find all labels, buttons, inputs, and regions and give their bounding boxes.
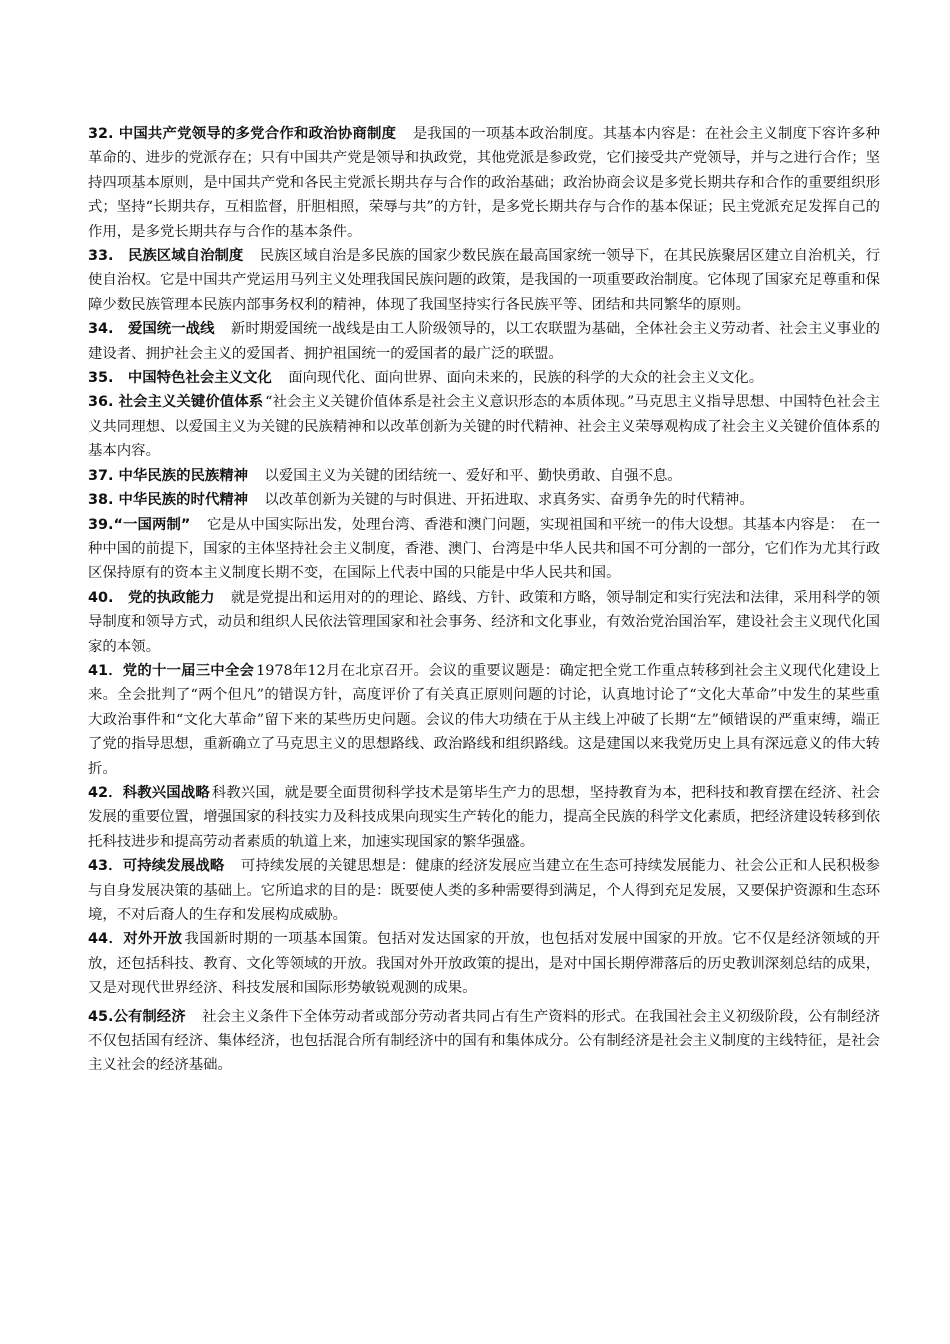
entry-text: 它是从中国实际出发，处理台湾、香港和澳门问题，实现祖国和平统一的伟大设想。其基本内容是： 在一种中国的前提下，国家的主体坚持社会主义制度，香港、澳门、台湾是中华人民共和国不可分割的一部分，它们作为尤其行政区保持原有的资本主义制度长期不变，在国际上代表中国的只能是中华人民共和国。 bbox=[88, 516, 880, 582]
entry-term: 35. 中国特色社会主义文化 bbox=[88, 370, 272, 387]
entry-45 bbox=[88, 1005, 880, 1078]
entry-text: “社会主义关键价值体系是社会主义意识形态的本质体现。”马克思主义指导思想、中国特色社会主义共同理想、以爱国主义为关键的民族精神和以改革创新为关键的时代精神、社会主义荣辱观构成了社会主义关键价值体系的基本内容。 bbox=[88, 394, 880, 460]
entry-text: 我国新时期的一项基本国策。包括对发达国家的开放，也包括对发展中国家的开放。它不仅是经济领域的开放，还包括科技、教育、文化等领域的开放。我国对外开放政策的提出，是对中国长期停滞落后的历史教训深刻总结的成果，又是对现代世界经济、科技发展和国际形势敏锐观测的成果。 bbox=[88, 931, 880, 997]
entry-text: 新时期爱国统一战线是由工人阶级领导的，以工农联盟为基础，全体社会主义劳动者、社会主义事业的建设者、拥护社会主义的爱国者、拥护祖国统一的爱国者的最广泛的联盟。 bbox=[88, 321, 880, 362]
entry-text: 是我国的一项基本政治制度。其基本内容是：在社会主义制度下容许多种革命的、进步的党派存在；只有中国共产党是领导和执政党，其他党派是参政党，它们接受共产党领导，并与之进行合作；坚持四项基本原则，是中国共产党和各民主党派长期共存与合作的政治基础；政治协商会议是多党长期共存和合作的重要组织形式；坚持“长期共存，互相监督，肝胆相照，荣辱与共”的方针，是多党长期共存与合作的基本保证；民主党派充足发挥自己的作用，是多党长期共存与合作的基本条件。 bbox=[88, 126, 880, 240]
entry-term: 38. 中华民族的时代精神 bbox=[88, 492, 249, 509]
entry-term: 44．对外开放 bbox=[88, 931, 183, 948]
entry-term: 39.“一国两制” bbox=[88, 516, 191, 533]
entry-42 bbox=[88, 781, 880, 854]
entry-text: 以爱国主义为关键的团结统一、爱好和平、勤快勇敢、自强不息。 bbox=[250, 467, 682, 484]
entry-term: 32. 中国共产党领导的多党合作和政治协商制度 bbox=[88, 126, 397, 142]
entry-35 bbox=[88, 366, 880, 390]
entry-text: 社会主义条件下全体劳动者或部分劳动者共同占有生产资料的形式。在我国社会主义初级阶段，公有制经济不仅包括国有经济、集体经济，也包括混合所有制经济中的国有和集体成分。公有制经济是社会主义制度的主线特征，是社会主义社会的经济基础。 bbox=[88, 1008, 880, 1074]
entry-text: 可持续发展的关键思想是：健康的经济发展应当建立在生态可持续发展能力、社会公正和人民积极参与自身发展决策的基础上。它所追求的目的是：既要使人类的多种需要得到满足，个人得到充足发展，又要保护资源和生态环境，不对后裔人的生存和发展构成威胁。 bbox=[88, 858, 880, 923]
entry-text: 科教兴国，就是要全面贯彻科学技术是第毕生产力的思想，坚持教育为本，把科技和教育摆在经济、社会发展的重要位置，增强国家的科技实力及科技成果向现实生产转化的能力，提高全民族的科学文化素质，把经济建设转移到依托科技进步和提高劳动者素质的轨道上来，加速实现国家的繁华强盛。 bbox=[88, 784, 880, 850]
entry-term: 42．科教兴国战略 bbox=[88, 784, 210, 801]
entry-text: 民族区域自治是多民族的国家少数民族在最高国家统一领导下，在其民族聚居区建立自治机关，行使自治权。它是中国共产党运用马列主义处理我国民族问题的政策，是我国的一项重要政治制度。它体现了国家充足尊重和保障少数民族管理本民族内部事务权利的精神，体现了我国坚持实行各民族平等、团结和共同繁华的原则。 bbox=[88, 248, 880, 313]
entry-44 bbox=[88, 927, 880, 1000]
entry-term: 43．可持续发展战略 bbox=[88, 858, 225, 875]
entry-term: 33. 民族区域自治制度 bbox=[88, 248, 244, 265]
entry-39 bbox=[88, 513, 880, 586]
entry-38 bbox=[88, 488, 880, 512]
entry-36 bbox=[88, 390, 880, 463]
entry-term: 41．党的十一届三中全会 bbox=[88, 662, 255, 679]
entry-41 bbox=[88, 659, 880, 781]
entry-term: 34. 爱国统一战线 bbox=[88, 321, 215, 338]
entry-37 bbox=[88, 464, 880, 488]
entry-term: 40. 党的执政能力 bbox=[88, 589, 215, 606]
entry-32 bbox=[88, 122, 880, 244]
entry-term: 45.公有制经济 bbox=[88, 1008, 186, 1025]
entry-40 bbox=[88, 586, 880, 659]
document-body bbox=[88, 122, 880, 1078]
entry-43 bbox=[88, 854, 880, 927]
entry-term: 36. 社会主义关键价值体系 bbox=[88, 394, 264, 411]
entry-34 bbox=[88, 317, 880, 366]
entry-33 bbox=[88, 244, 880, 317]
entry-text: 就是党提出和运用对的的理论、路线、方针、政策和方略，领导制定和实行宪法和法律，采用科学的领导制度和领导方式，动员和组织人民依法管理国家和社会事务、经济和文化事业，有效治党治国治军，建设社会主义现代化国家的本领。 bbox=[88, 589, 880, 655]
entry-text: 面向现代化、面向世界、面向未来的，民族的科学的大众的社会主义文化。 bbox=[273, 370, 764, 387]
entry-text: 1978年12月在北京召开。会议的重要议题是：确定把全党工作重点转移到社会主义现代化建设上来。全会批判了“两个但凡”的错误方针，高度评价了有关真正原则问题的讨论，认真地讨论了“文化大革命”中发生的某些重大政治事件和“文化大革命”留下来的某些历史问题。会议的伟大功绩在于从主线上冲破了长期“左”倾错误的严重束缚，端正了党的指导思想，重新确立了马克思主义的思想路线、政治路线和组织路线。这是建国以来我党历史上具有深远意义的伟大转折。 bbox=[88, 662, 880, 777]
entry-term: 37. 中华民族的民族精神 bbox=[88, 467, 249, 484]
entry-text: 以改革创新为关键的与时俱进、开拓进取、求真务实、奋勇争先的时代精神。 bbox=[250, 492, 754, 509]
